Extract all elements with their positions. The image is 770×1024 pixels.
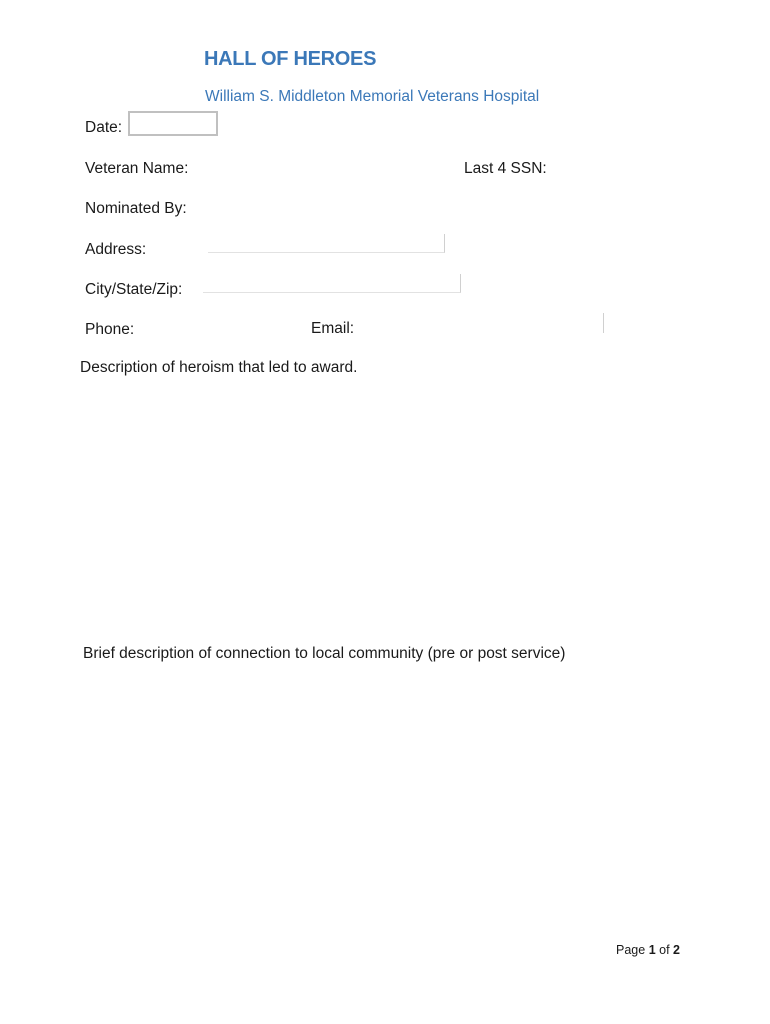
address-label: Address:	[85, 241, 147, 258]
heroism-description-label: Description of heroism that led to award.	[80, 359, 358, 376]
total-pages: 2	[673, 943, 680, 957]
city-state-zip-field[interactable]	[203, 274, 461, 293]
form-title: HALL OF HEROES	[204, 48, 377, 70]
email-field[interactable]	[603, 313, 604, 333]
community-connection-label: Brief description of connection to local community (pre or post service)	[83, 645, 566, 662]
date-field[interactable]	[128, 111, 218, 136]
of-word: of	[659, 943, 670, 957]
address-field[interactable]	[208, 234, 445, 253]
page-word: Page	[616, 943, 646, 957]
city-state-zip-label: City/State/Zip:	[85, 281, 183, 298]
last4-ssn-label: Last 4 SSN:	[464, 160, 547, 177]
email-label: Email:	[311, 320, 355, 337]
nominated-by-label: Nominated By:	[85, 200, 187, 217]
current-page: 1	[648, 943, 656, 957]
date-label: Date:	[85, 119, 123, 136]
page-number	[616, 943, 680, 957]
veteran-name-label: Veteran Name:	[85, 160, 189, 177]
phone-label: Phone:	[85, 321, 135, 338]
hospital-name: William S. Middleton Memorial Veterans Hospital	[205, 88, 540, 105]
